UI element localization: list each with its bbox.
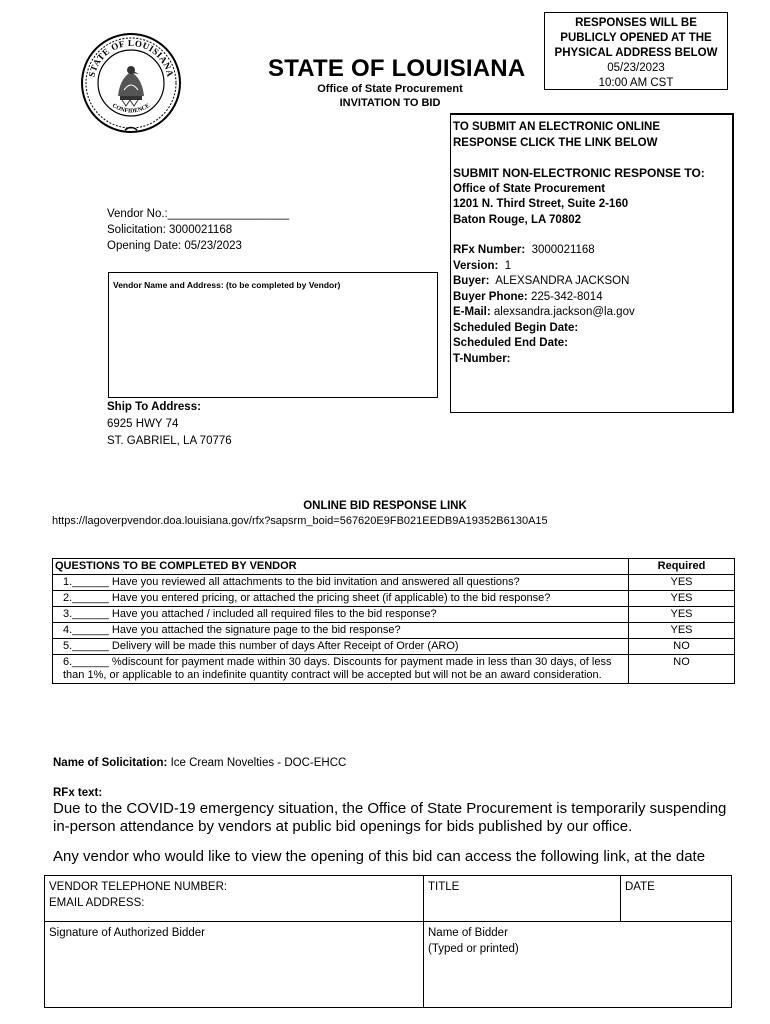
signature-label: Signature of Authorized Bidder (49, 927, 205, 939)
ship-to-line-2: ST. GABRIEL, LA 70776 (107, 435, 232, 447)
vendor-name-address-box[interactable] (108, 272, 438, 398)
svg-text:CONFIDENCE: CONFIDENCE (110, 102, 152, 115)
page-title: STATE OF LOUISIANA (268, 55, 526, 82)
buyer-phone-row (453, 290, 732, 306)
question-row-1 (53, 575, 735, 591)
rfx-text-paragraph-1: Due to the COVID-19 emergency situation, the Office of State Procurement is temporarily suspending in-person attendance by vendors at public bid openings for bids published by our office. (53, 800, 727, 835)
t-number-label: T-Number: (453, 352, 511, 365)
ship-to-address (107, 399, 232, 450)
state-seal-logo (80, 32, 182, 134)
question-5-text: 5.______ Delivery will be made this number of days After Receipt of Order (ARO) (53, 639, 629, 655)
solicitation-name-label: Name of Solicitation: (53, 757, 168, 769)
question-5-required: NO (629, 639, 735, 655)
date-label: DATE (625, 881, 655, 893)
email-label: E-Mail: (453, 306, 491, 318)
buyer-phone-label: Buyer Phone: (453, 290, 528, 303)
questions-header-row (53, 559, 735, 575)
title-cell[interactable] (424, 876, 621, 922)
office-name: Office of State Procurement (317, 83, 463, 95)
address-line-2: 1201 N. Third Street, Suite 2-160 (453, 198, 629, 210)
vendor-contact-cell[interactable] (45, 876, 424, 922)
buyer-row (453, 274, 732, 290)
version-value: 1 (504, 259, 512, 272)
responses-date: 05/23/2023 (607, 62, 665, 74)
question-2-required: YES (629, 591, 735, 607)
questions-header: QUESTIONS TO BE COMPLETED BY VENDOR (53, 559, 629, 575)
rfx-number-label: RFx Number: (453, 244, 526, 256)
solicitation-number: Solicitation: 3000021168 (107, 224, 233, 236)
buyer-phone-value: 225-342-8014 (530, 290, 603, 303)
date-cell[interactable] (621, 876, 732, 922)
rfx-number-row (453, 243, 732, 259)
question-6-required: NO (629, 655, 735, 684)
rfx-number-value: 3000021168 (531, 244, 595, 256)
required-header: Required (629, 559, 735, 575)
question-row-6 (53, 655, 735, 684)
ship-to-label: Ship To Address: (107, 401, 201, 413)
question-6-text: 6.______ %discount for payment made within 30 days. Discounts for payment made in less than 30 days, of less than 1%, or applicable to an indefinite quantity contract will be accepted but will not be an award consideration. (53, 655, 629, 684)
email-value: alexsandra.jackson@la.gov (493, 306, 635, 318)
online-bid-link-title: ONLINE BID RESPONSE LINK (303, 500, 467, 512)
question-4-text: 4.______ Have you attached the signature page to the bid response? (53, 623, 629, 639)
version-label: Version: (453, 259, 499, 272)
svg-text:STATE OF LOUISIANA: STATE OF LOUISIANA (86, 37, 176, 78)
address-line-1: Office of State Procurement (453, 182, 606, 195)
question-4-required: YES (629, 623, 735, 639)
responses-line-1: RESPONSES WILL BE (575, 17, 697, 29)
end-date-label: Scheduled End Date: (453, 337, 569, 349)
vendor-box-label: Vendor Name and Address: (to be completed by Vendor) (113, 280, 341, 290)
version-row (453, 259, 732, 275)
responses-line-3: PHYSICAL ADDRESS BELOW (554, 47, 718, 59)
responses-line-2: PUBLICLY OPENED AT THE (560, 32, 712, 44)
email-row (453, 305, 732, 321)
responses-notice-box (544, 12, 728, 90)
questions-table (52, 558, 735, 684)
invitation-label: INVITATION TO BID (339, 97, 441, 109)
buyer-label: Buyer: (453, 275, 490, 287)
address-line-3: Baton Rouge, LA 70802 (453, 213, 582, 226)
title-label: TITLE (428, 881, 460, 893)
signature-table (44, 875, 732, 1008)
ship-to-line-1: 6925 HWY 74 (107, 418, 179, 430)
bidder-name-label: Name of Bidder (428, 927, 508, 939)
question-3-required: YES (629, 607, 735, 623)
vendor-telephone-label: VENDOR TELEPHONE NUMBER: (49, 881, 228, 893)
responses-time: 10:00 AM CST (598, 77, 674, 89)
rfx-text-paragraph-2: Any vendor who would like to view the opening of this bid can access the following link, at the date (53, 848, 706, 865)
vendor-info (107, 206, 289, 254)
question-1-required: YES (629, 575, 735, 591)
begin-date-label: Scheduled Begin Date: (453, 321, 579, 334)
question-row-5 (53, 639, 735, 655)
question-row-4 (53, 623, 735, 639)
buyer-value: ALEXSANDRA JACKSON (495, 275, 630, 287)
solicitation-name (53, 757, 346, 769)
online-bid-link[interactable]: https://lagoverpvendor.doa.louisiana.gov/rfx?sapsrm_boid=567620E9FB021EEDB9A19352B6130A15 (52, 515, 548, 527)
question-row-2 (53, 591, 735, 607)
nonelectronic-heading: SUBMIT NON-ELECTRONIC RESPONSE TO: (453, 166, 705, 180)
signature-row-2 (45, 922, 732, 1008)
signature-cell[interactable] (45, 922, 424, 1008)
submit-info-box (450, 113, 734, 413)
question-row-3 (53, 607, 735, 623)
question-1-text: 1.______ Have you reviewed all attachments to the bid invitation and answered all questions? (53, 575, 629, 591)
opening-date: Opening Date: 05/23/2023 (107, 240, 242, 252)
electronic-line-2: RESPONSE CLICK THE LINK BELOW (453, 136, 658, 149)
solicitation-name-value: Ice Cream Novelties - DOC-EHCC (170, 757, 347, 769)
bidder-name-cell[interactable] (424, 922, 732, 1008)
office-header (300, 82, 480, 110)
vendor-number-field[interactable]: Vendor No.:___________________ (107, 208, 290, 220)
electronic-line-1: TO SUBMIT AN ELECTRONIC ONLINE (453, 121, 660, 133)
bidder-typed-label: (Typed or printed) (428, 943, 519, 955)
question-2-text: 2.______ Have you entered pricing, or attached the pricing sheet (if applicable) to the bid response? (53, 591, 629, 607)
question-3-text: 3.______ Have you attached / included all required files to the bid response? (53, 607, 629, 623)
signature-row-1 (45, 876, 732, 922)
email-address-label: EMAIL ADDRESS: (49, 897, 145, 909)
rfx-text-label: RFx text: (53, 787, 103, 799)
